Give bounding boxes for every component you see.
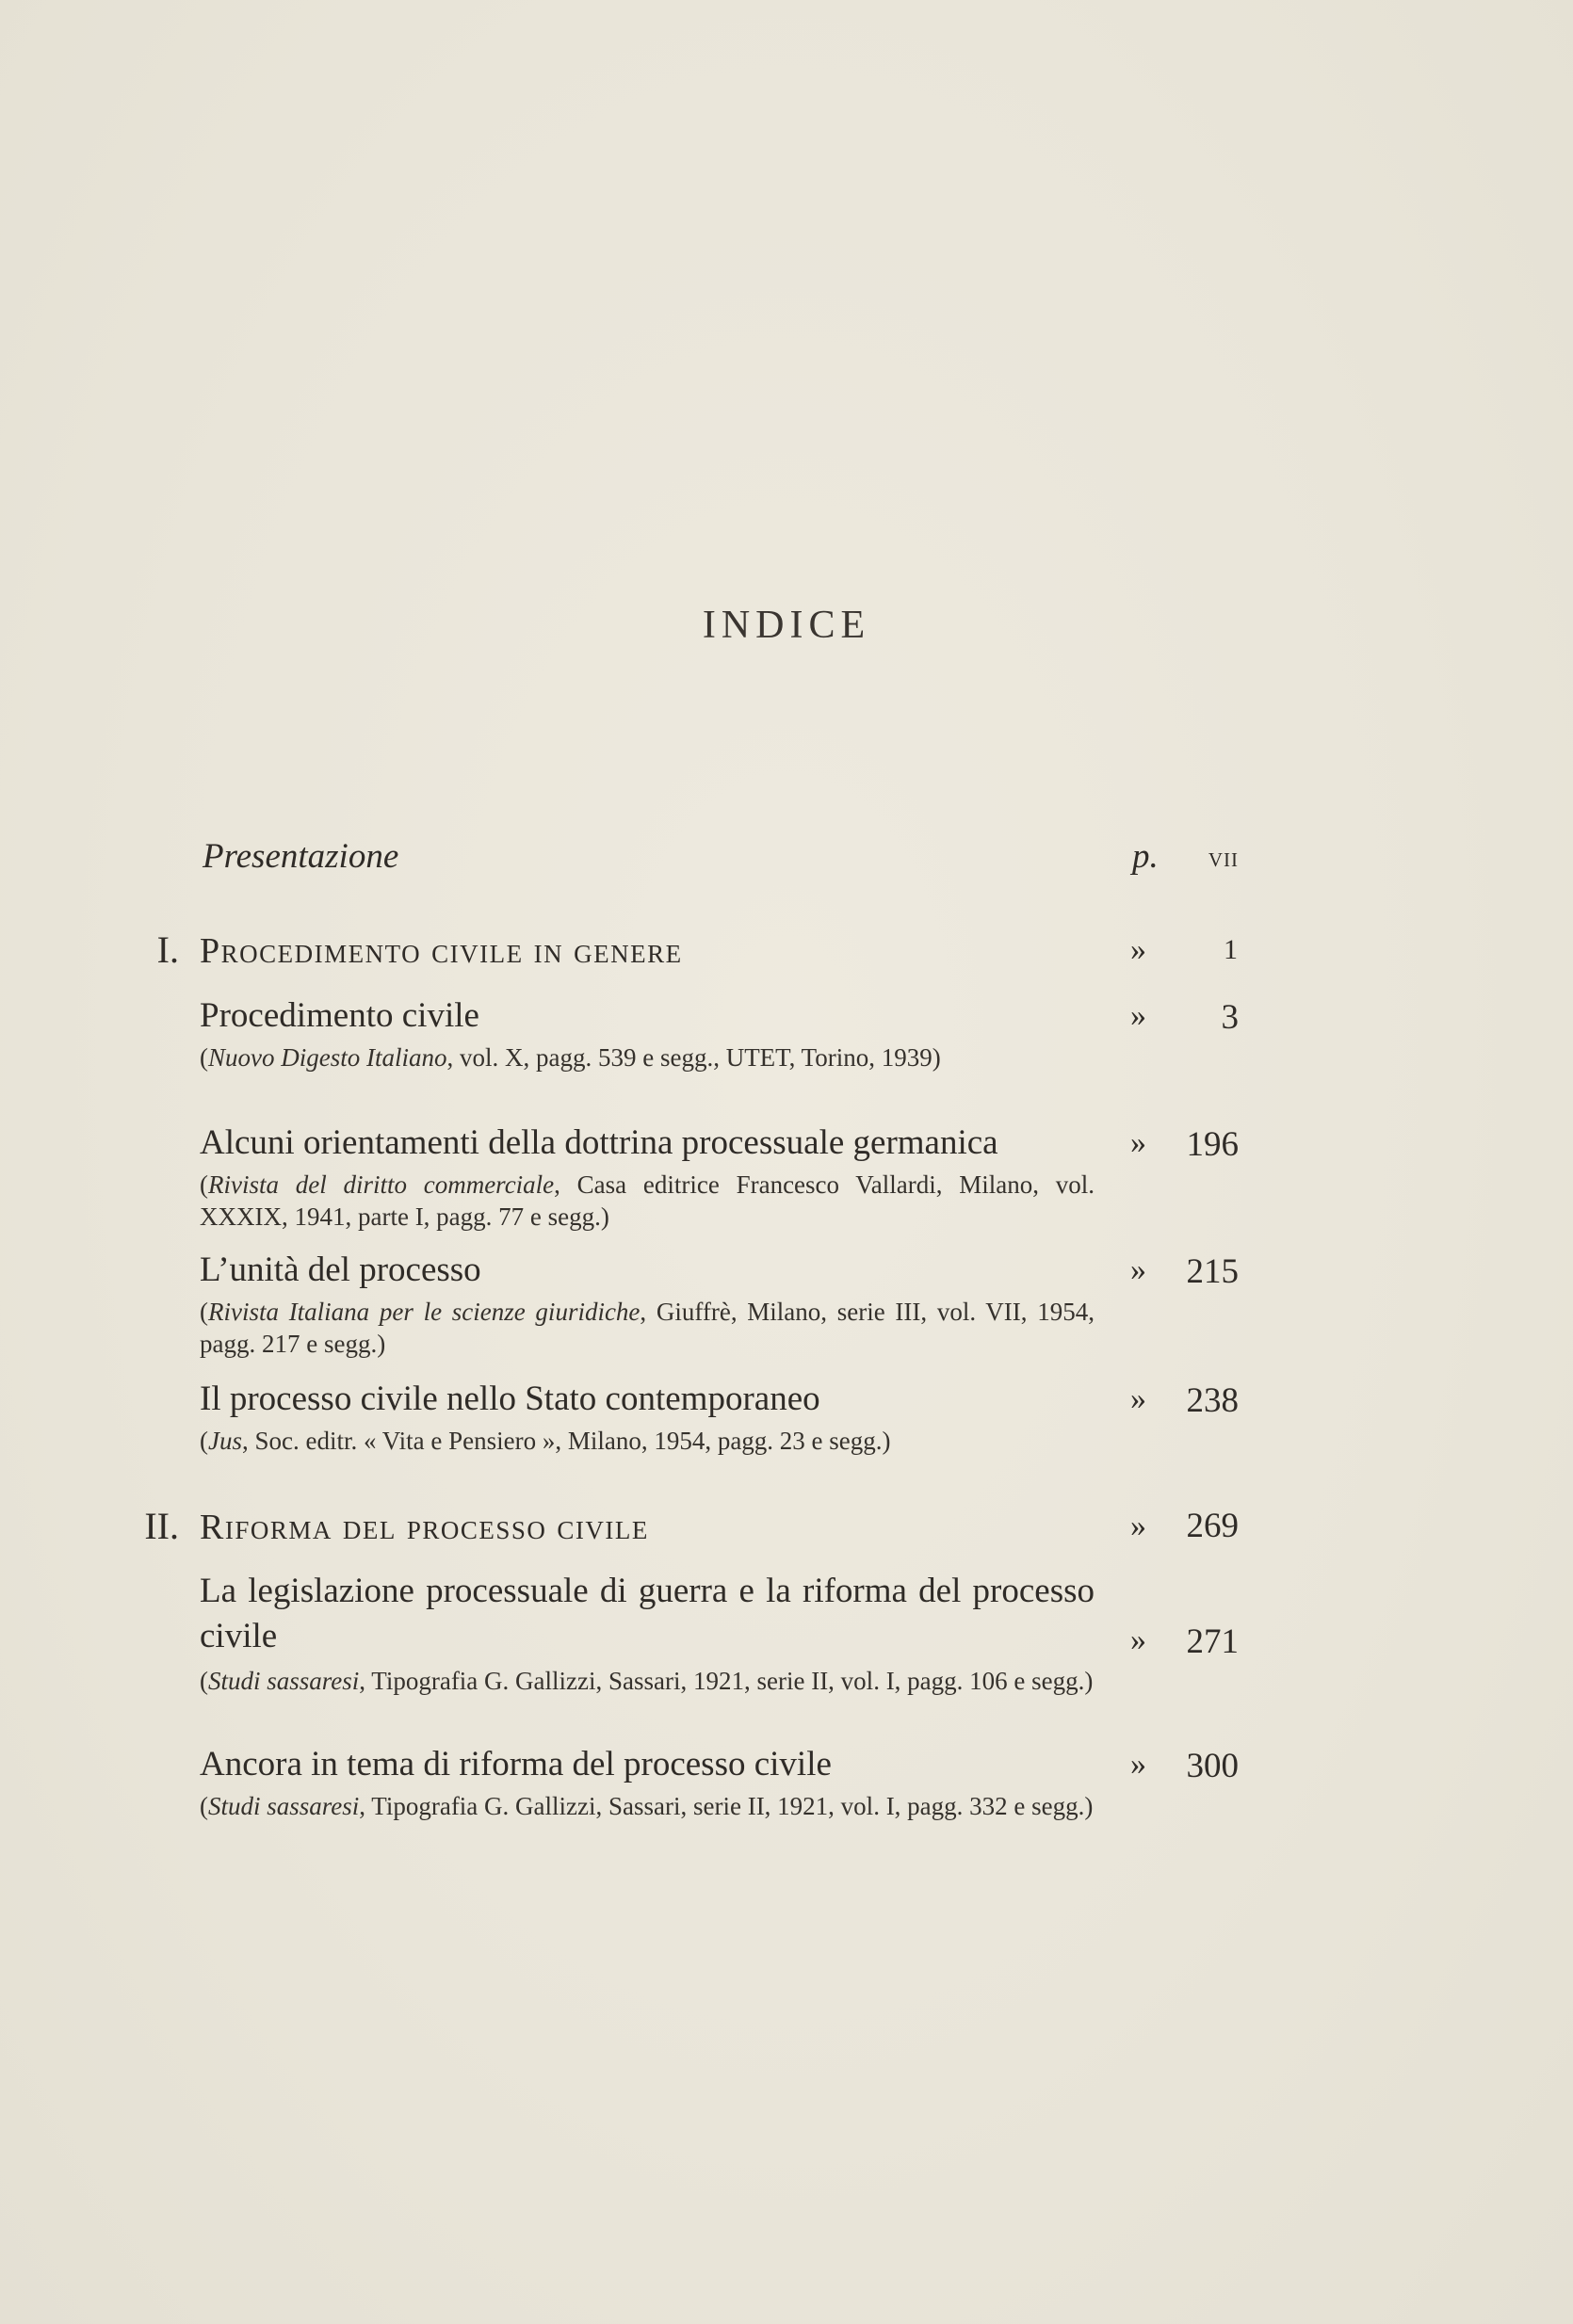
- entry-source: [200, 1169, 1095, 1233]
- entry-title: La legislazione processuale di guerra e la riforma del processo civile: [200, 1572, 1095, 1655]
- entry-source: [200, 1296, 1095, 1360]
- source-paren: (: [200, 1427, 208, 1455]
- page-number: 1: [1224, 934, 1239, 965]
- entry-source: [200, 1425, 1095, 1457]
- ditto-mark: »: [1130, 1509, 1146, 1543]
- page-prefix: p.: [1132, 837, 1159, 876]
- page-number: 196: [1186, 1125, 1239, 1164]
- entry-source: [200, 1041, 1095, 1073]
- entry-title: Ancora in tema di riforma del processo civile: [200, 1745, 832, 1783]
- source-details: , Casa editrice Francesco Vallardi, Milano, vol. XXXIX, 1941, parte I, pagg. 77 e segg.): [200, 1170, 1095, 1231]
- page-number: 269: [1186, 1507, 1239, 1545]
- source-details: , Giuffrè, Milano, serie III, vol. VII, 1954, pagg. 217 e segg.): [200, 1298, 1095, 1358]
- source-publication: Studi sassaresi: [208, 1792, 360, 1820]
- section-numeral: II.: [144, 1505, 179, 1547]
- entry-title: L’unità del processo: [200, 1251, 481, 1289]
- source-publication: Rivista Italiana per le scienze giuridiche: [208, 1298, 641, 1326]
- section-title: Riforma del processo civile: [200, 1508, 649, 1547]
- source-publication: Jus: [208, 1427, 242, 1455]
- page-number: vii: [1208, 842, 1239, 873]
- entry-title: Procedimento civile: [200, 996, 479, 1035]
- ditto-mark: »: [1130, 932, 1146, 967]
- page-number: 271: [1186, 1622, 1239, 1661]
- ditto-mark: »: [1130, 1125, 1146, 1160]
- ditto-mark: »: [1130, 1622, 1146, 1657]
- page-number: 300: [1186, 1747, 1239, 1785]
- source-publication: Studi sassaresi: [208, 1667, 360, 1695]
- source-publication: Nuovo Digesto Italiano: [208, 1043, 447, 1072]
- source-publication: Rivista del diritto commerciale: [208, 1170, 555, 1199]
- ditto-mark: »: [1130, 1381, 1146, 1416]
- section-numeral: I.: [156, 928, 179, 971]
- source-paren: (: [200, 1043, 208, 1072]
- ditto-mark: »: [1130, 1252, 1146, 1287]
- source-details: , Soc. editr. « Vita e Pensiero », Milano, 1954, pagg. 23 e segg.): [242, 1427, 891, 1455]
- page-number: 238: [1186, 1381, 1239, 1420]
- entry-title: Il processo civile nello Stato contemporaneo: [200, 1380, 820, 1418]
- source-paren: (: [200, 1298, 208, 1326]
- source-details: , vol. X, pagg. 539 e segg., UTET, Torino, 1939): [446, 1043, 941, 1072]
- source-paren: (: [200, 1792, 208, 1820]
- source-details: , Tipografia G. Gallizzi, Sassari, 1921, serie II, vol. I, pagg. 106 e segg.): [359, 1667, 1094, 1695]
- page-title: INDICE: [702, 604, 871, 647]
- source-paren: (: [200, 1170, 208, 1199]
- entry-source: [200, 1665, 1095, 1697]
- page-number: 3: [1221, 998, 1239, 1037]
- source-details: , Tipografia G. Gallizzi, Sassari, serie II, 1921, vol. I, pagg. 332 e segg.): [359, 1792, 1094, 1820]
- ditto-mark: »: [1130, 998, 1146, 1033]
- ditto-mark: »: [1130, 1747, 1146, 1782]
- entry-title: Alcuni orientamenti della dottrina processuale germanica: [200, 1123, 998, 1162]
- source-paren: (: [200, 1667, 208, 1695]
- section-title: Procedimento civile in genere: [200, 931, 683, 971]
- presentazione-label: Presentazione: [203, 837, 399, 876]
- entry-source: [200, 1790, 1095, 1822]
- page-number: 215: [1186, 1252, 1239, 1291]
